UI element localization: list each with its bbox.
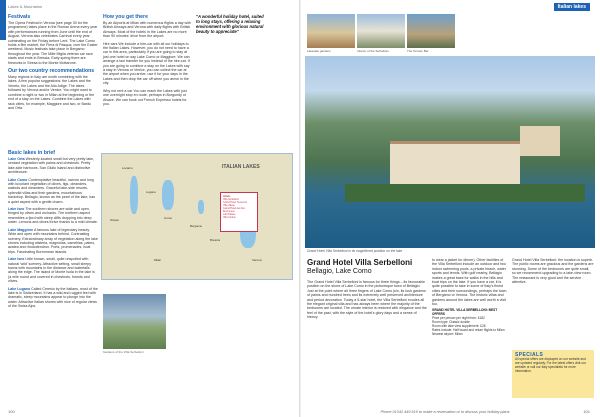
lake-entry: [8, 257, 98, 283]
left-column-1: [8, 14, 98, 113]
right-running-head: Italian lakes: [554, 3, 590, 11]
map-label: Stresa: [110, 218, 119, 222]
photo-caption: The Terrace Bar: [407, 49, 429, 53]
lake-name: Lake Como: [8, 177, 28, 182]
hotel-location: Bellagio, Lake Como: [307, 268, 372, 275]
festivals-heading: Festivals: [8, 14, 31, 20]
get-there-text-2: Hire cars We include a hire-car with all our holidays to the Italian Lakes. However, you do not need to have a car in this area, particularly if you are going to stay at just one hotel on say Lake Como or Maggiore. We can arrange a taxi transfer for you instead of the hire-car. If you are going to combine a stay on the Lakes with say a stay in Verona or Venice, you can collect the car at the airport when you arrive, use it for your days in the Lakes and then drop the car off when you arrive in the city.: [103, 41, 190, 86]
villa-garden-caption: Gardens of the Villa Serbelloni: [103, 350, 144, 354]
map-label: Brescia: [210, 238, 221, 242]
photo-hotel-building: [390, 141, 520, 186]
specials-title: SPECIALS: [515, 352, 544, 358]
map-label: Lugano: [146, 190, 157, 194]
map-title: ITALIAN LAKES: [222, 164, 260, 170]
lake-name: Lake Iseo: [8, 257, 25, 262]
lake-desc: Westerly-located small but very pretty lake, verdant vegetation with palms and chestnuts. Pretty lake-side harbours. San Giulio island and distinctive architecture.: [8, 157, 95, 175]
fact-line: Nearest airport: Milan: [432, 331, 463, 336]
map-legend: [220, 192, 258, 232]
lake-desc: Called Ceresio by the Italians, most of the lake is in Switzerland. It has a wild and rugged feel with dramatic, steep mountains appear to plunge into the water. Attractive Italian shores with nice of regular views of the Swiss Alps.: [8, 286, 98, 309]
footer-contact: Phone 01342 449 610 to make a reservation or to discuss your holiday plans: [380, 410, 510, 414]
map-lake-iseo: [198, 200, 204, 214]
hotel-column-3: [512, 258, 594, 287]
left-page-tab: [0, 0, 6, 40]
left-page-number: 100: [8, 409, 15, 414]
photo-hotel-wing: [520, 126, 560, 156]
map-legend-item: Grand Hotel des Iles Borromees: [223, 207, 245, 213]
photo-caption: Interior of the Serbelloni: [357, 49, 389, 53]
fact-line: Price per person per night from: £182: [432, 316, 485, 321]
photo-interior: [357, 14, 405, 48]
lake-entry: [8, 178, 98, 204]
lake-name: Lake Lugano: [8, 286, 31, 291]
hotel-col2-text: to wear a jacket for dinner). Other facilities of the Villa Serbelloni include an outdoor and two indoor swimming pools, a private beach, water sports and tennis. With golf nearby, Bellagio makes a great base for walks in the hills and boat trips on the lake. If you have a car, it is quite possible to take in some of Italy's finest cities and their surroundings, perhaps the town of Bergamo or Verona. The historic villas and gardens around the lakes are well worth a visit too.: [432, 258, 507, 307]
festivals-text: The Opera Festival in Verona (see page 30 for the programme) takes place in the Roman Arena every year with performances running from June until the end of August. Verona also celebrates Carnival every year culminating on the Friday before Lent. The Lake Como holds a film market, the Fiera di Pasqua, over the Easter weekend. Music festivals take place in Bergamo throughout the year. The Mille Miglia veteran car race starts and ends in Brescia. Early spring there are fireworks in Stresa to the Monte Mottarone.: [8, 21, 98, 65]
photo-lakeside: [307, 14, 355, 48]
map-legend-item: Villa d'Este: [223, 204, 235, 207]
fact-line: Room with lake view supplement: £28: [432, 324, 486, 329]
lake-desc: A famous lake of legendary beauty. Wide and open with mountains behind. Contrasting scenery. Extraordinary array of vegetation along the lake shores including wisteria, magnolias, camellias, palms, azalea and rhododendron. Ports, promenades, boat trips. Fascinating Borromean islands.: [8, 227, 98, 254]
get-there-text-1: By air Airports at Milan with numerous flights a day with British Airways and Verona with daily flights with British Airways. Most of the hotels in the Lakes are no more than 90 minutes' drive from the airport.: [103, 21, 191, 39]
map-legend-item: Grand Hotel Tremezzo: [223, 201, 248, 204]
lake-desc: Little known, small, quite unspoiled with natural 'wild' scenery. Attractive setting, small sleepy towns with mountains in the distance and waterfalls along the edge. The island of Monte Isola in the lake is (a mile round and covered in chestnuts, forests and olives.: [8, 257, 95, 284]
lake-entry: [8, 157, 98, 175]
lake-name: Lake Maggiore: [8, 227, 34, 232]
lake-entry: [8, 207, 98, 225]
lake-entry: [8, 228, 98, 254]
map-lake-como: [162, 180, 174, 210]
lakes-brief-list: [8, 157, 98, 309]
get-there-heading: How you get there: [103, 14, 148, 20]
map-label: Bergamo: [190, 224, 203, 228]
lake-name: Lake Iseo: [8, 207, 25, 212]
lake-desc: The southern shores are wide and open, fringed by olives and orchards. The northern aspect resembles a fjord with steep cliffs dropping into deep water. Lemons and olives thrive thanks to a mild climate.: [8, 207, 98, 225]
photo-caption: Lakeside gardens: [307, 49, 331, 53]
hotel-intro-text: The Grand Hotel Villa Serbelloni is famous for three things – its favourable position on the shore of Lake Como in the picturesque town of Bellagio. Just at the point where all three fingers of Lake Como join, its lush gardens of palms and hundred trees and its extremely well preserved architecture and period decoration. Today a 5-star hotel, the Villa Serbelloni exudes all the elegant original villa and has always been where the majority of the bedrooms are located. The ornate interior is restored with elegance and the feel of the past, with the style of the hotel's glory days and a sense of history.: [307, 280, 427, 320]
map-label: Verona: [252, 258, 262, 262]
photo-gardens: [345, 184, 585, 202]
left-column-2: [103, 14, 191, 109]
lakes-map: [101, 153, 293, 280]
hotel-title: Grand Hotel Villa Serbelloni: [307, 258, 413, 267]
pull-quote: "A wonderful holiday hotel, suited to long stays, offering a relaxing environment with glorious natural beauty to appreciate": [196, 14, 264, 34]
get-there-text-3: Why not rent a car You can reach the Lakes with just one overnight stop en route, perhaps in Burgundy or Alsace. We can book out French Expresso hotels for you.: [103, 88, 187, 106]
specials-box: [512, 350, 594, 398]
country-heading: Our two country recommendations: [8, 68, 95, 75]
map-legend-item: Lido Palace: [223, 213, 236, 216]
fact-line: Room type: Classic double: [432, 320, 470, 325]
map-lake-maggiore: [130, 176, 138, 214]
right-page-number: 101: [583, 409, 590, 414]
map-legend-item: Villa Serbelloni: [223, 198, 239, 201]
map-land: [102, 154, 292, 279]
map-legend-item: Villa Cortine: [223, 216, 236, 219]
hotel-main-photo: [305, 56, 595, 248]
hotel-intro-column: [307, 280, 427, 323]
fact-line: Rates include: Half board and return flights to Milan: [432, 328, 505, 332]
map-label: Locarno: [122, 166, 133, 170]
villa-garden-photo: [103, 294, 166, 349]
facts-title: GRAND HOTEL VILLA SERBELLONI: BEST OFFERS: [432, 308, 498, 317]
page-gutter: [299, 0, 301, 417]
hotel-facts: [432, 309, 507, 336]
hotel-col3-text: Grand Hotel Villa Serbelloni: the location is superb. The public rooms are gracious and the gardens are stunning. Some of the bedrooms are quite small, so we recommend upgrading to a lake-view room. The restaurant is very good and the service attentive.: [512, 258, 594, 285]
hotel-column-2: [432, 258, 507, 337]
specials-text: All special offers are displayed on our website and are updated regularly. For the latest offers visit our website or call our Italy specialists for more information.: [515, 357, 586, 373]
lakes-brief-heading: Basic lakes in brief: [8, 150, 55, 156]
lake-desc: Contemplative beautiful, narrow and long with luxuriant vegetation of olives, figs, oleanders, walnuts and oleanders. Graceful lake-side resorts, splendid villas and their gardens, mountainous backdrop. Bellagio, known as the pearl of the lake, has a quiet aspect with a gentle charm.: [8, 177, 96, 204]
left-running-head: Lakes & Mountains: [8, 4, 43, 9]
lake-name: Lake Orta: [8, 157, 25, 161]
lake-entry: [8, 287, 98, 309]
map-label: Milan: [154, 258, 162, 262]
lakes-brief-column: [8, 150, 98, 312]
country-text: Many regions in Italy are worth combining with the lakes. A few popular suggestions: the Lakes and the Veneto, the Lakes and the Alto Adige. The lakes followed by Verona and/or Venice. You might want to combine a night or two in Milan at the beginning or the end of a stay on the Lakes. Combine the Lakes with rack cities, for example, Maggiore and two, or Bardu and Orta.: [8, 75, 95, 110]
map-legend-title: Hotels: [223, 195, 231, 198]
photo-terrace: [407, 14, 455, 48]
hotel-photo-caption: Grand Hotel Villa Serbelloni in its magnificent position on the lake: [307, 249, 403, 253]
map-label: Como: [164, 216, 173, 220]
